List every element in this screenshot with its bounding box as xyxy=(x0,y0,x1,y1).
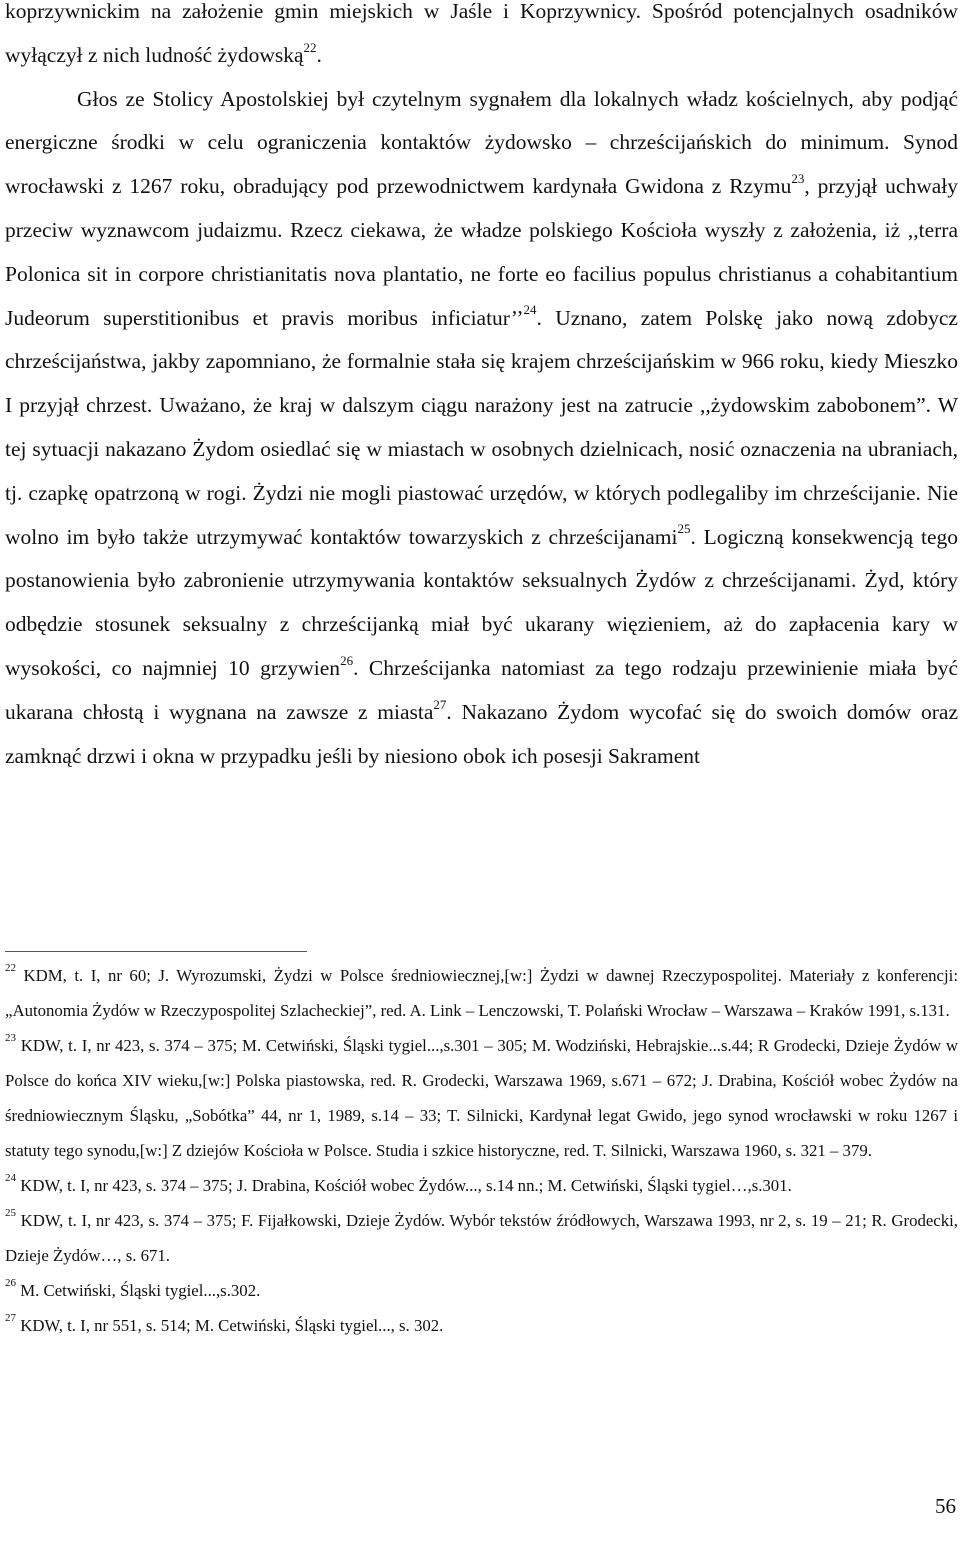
footnote-number: 26 xyxy=(5,1277,16,1290)
body-text xyxy=(5,0,958,778)
footnote-number: 22 xyxy=(5,962,16,975)
text-run: . xyxy=(316,42,322,67)
footnote-text: KDW, t. I, nr 423, s. 374 – 375; J. Drabina, Kościół wobec Żydów..., s.14 nn.; M. Cetwiński, Śląski tygiel…,s.301. xyxy=(20,1176,792,1195)
text-run: , przyjął uchwały przeciw wyznawcom judaizmu. Rzecz ciekawa, że władze polskiego Kościoła wyszły z założenia, iż ,,terra Polonica sit in corpore christianitatis nova plantatio, ne forte eo facilius populus christianus a cohabitantium Judeorum superstitionibus et pravis moribus inficiatur’’ xyxy=(5,174,958,330)
text-run: . Logiczną konsekwencją tego postanowienia było zabronienie utrzymywania kontaktów seksualnych Żydów z chrześcijanami. Żyd, który odbędzie stosunek seksualny z chrześcijanką miał być ukarany więzieniem, aż do zapłacenia kary w wysokości, co najmniej 10 grzywien xyxy=(5,524,958,680)
footnote-number: 23 xyxy=(5,1032,16,1045)
footnote-ref-26[interactable]: 26 xyxy=(340,652,354,668)
paragraph-continued xyxy=(5,0,958,78)
footnote-ref-22[interactable]: 22 xyxy=(303,39,317,55)
footnote-text: M. Cetwiński, Śląski tygiel...,s.302. xyxy=(20,1281,261,1300)
footnote-text: KDW, t. I, nr 423, s. 374 – 375; F. Fijałkowski, Dzieje Żydów. Wybór tekstów źródłowych, Warszawa 1993, nr 2, s. 19 – 21; R. Grodecki, Dzieje Żydów…, s. 671. xyxy=(5,1211,959,1265)
text-run: . Chrześcijanka natomiast za tego rodzaju przewinienie miała być ukarana chłostą i wygnana na zawsze z miasta xyxy=(5,655,958,724)
text-run: Głos ze Stolicy Apostolskiej był czytelnym sygnałem dla lokalnych władz kościelnych, aby podjąć energiczne środki w celu ograniczenia kontaktów żydowsko – chrześcijańskich do minimum. Synod wrocławski z 1267 roku, obradujący pod przewodnictwem kardynała Gwidona z Rzymu xyxy=(5,86,958,199)
footnote-separator xyxy=(5,951,307,952)
footnote-ref-25[interactable]: 25 xyxy=(677,521,691,537)
text-run: . Uznano, zatem Polskę jako nową zdobycz chrześcijaństwa, jakby zapomniano, że formalnie stała się krajem chrześcijańskim w 966 roku, kiedy Mieszko I przyjął chrzest. Uważano, że kraj w dalszym ciągu narażony jest na zatrucie ,,żydowskim zabobonem”. W tej sytuacji nakazano Żydom osiedlać się w miastach w osobnych dzielnicach, nosić oznaczenia na ubraniach, tj. czapkę opatrzoną w rogi. Żydzi nie mogli piastować urzędów, w których podlegaliby im chrześcijanie. Nie wolno im było także utrzymywać kontaktów towarzyskich z chrześcijanami xyxy=(5,305,958,549)
page-number: 56 xyxy=(935,1494,956,1518)
footnote xyxy=(5,1168,958,1203)
footnote-number: 27 xyxy=(5,1312,16,1325)
footnote-text: KDW, t. I, nr 423, s. 374 – 375; M. Cetwiński, Śląski tygiel...,s.301 – 305; M. Wodziński, Hebrajskie...s.44; R Grodecki, Dzieje Żydów w Polsce do końca XIV wieku,[w:] Polska piastowska, red. R. Grodecki, Warszawa 1969, s.671 – 672; J. Drabina, Kościół wobec Żydów na średniowiecznym Śląsku, „Sobótka” 44, nr 1, 1989, s.14 – 33; T. Silnicki, Kardynał legat Gwido, jego synod wrocławski w roku 1267 i statuty tego synodu,[w:] Z dziejów Kościoła w Polsce. Studia i szkice historyczne, red. T. Silnicki, Warszawa 1960, s. 321 – 379. xyxy=(5,1036,959,1160)
footnote xyxy=(5,1308,958,1343)
footnote-number: 24 xyxy=(5,1172,16,1185)
footnote xyxy=(5,1203,958,1273)
footnote xyxy=(5,1028,958,1168)
document-page xyxy=(5,0,958,778)
text-run: koprzywnickim na założenie gmin miejskich w Jaśle i Koprzywnicy. Spośród potencjalnych osadników wyłączył z nich ludność żydowską xyxy=(5,0,958,67)
footnote-ref-23[interactable]: 23 xyxy=(791,171,805,187)
footnote-text: KDW, t. I, nr 551, s. 514; M. Cetwiński, Śląski tygiel..., s. 302. xyxy=(20,1316,444,1335)
paragraph xyxy=(5,78,958,779)
footnote-ref-24[interactable]: 24 xyxy=(523,302,537,318)
footnote xyxy=(5,1273,958,1308)
footnote-ref-27[interactable]: 27 xyxy=(433,696,447,712)
footnote-text: KDM, t. I, nr 60; J. Wyrozumski, Żydzi w Polsce średniowiecznej,[w:] Żydzi w dawnej Rzeczypospolitej. Materiały z konferencji: „Autonomia Żydów w Rzeczypospolitej Szlacheckiej”, red. A. Link – Lenczowski, T. Polański Wrocław – Warszawa – Kraków 1991, s.131. xyxy=(5,966,958,1020)
text-run: . Nakazano Żydom wycofać się do swoich domów oraz zamknąć drzwi i okna w przypadku jeśli by niesiono obok ich posesji Sakrament xyxy=(5,699,959,768)
footnote-number: 25 xyxy=(5,1207,16,1220)
footnotes xyxy=(5,958,958,1343)
footnote xyxy=(5,958,958,1028)
